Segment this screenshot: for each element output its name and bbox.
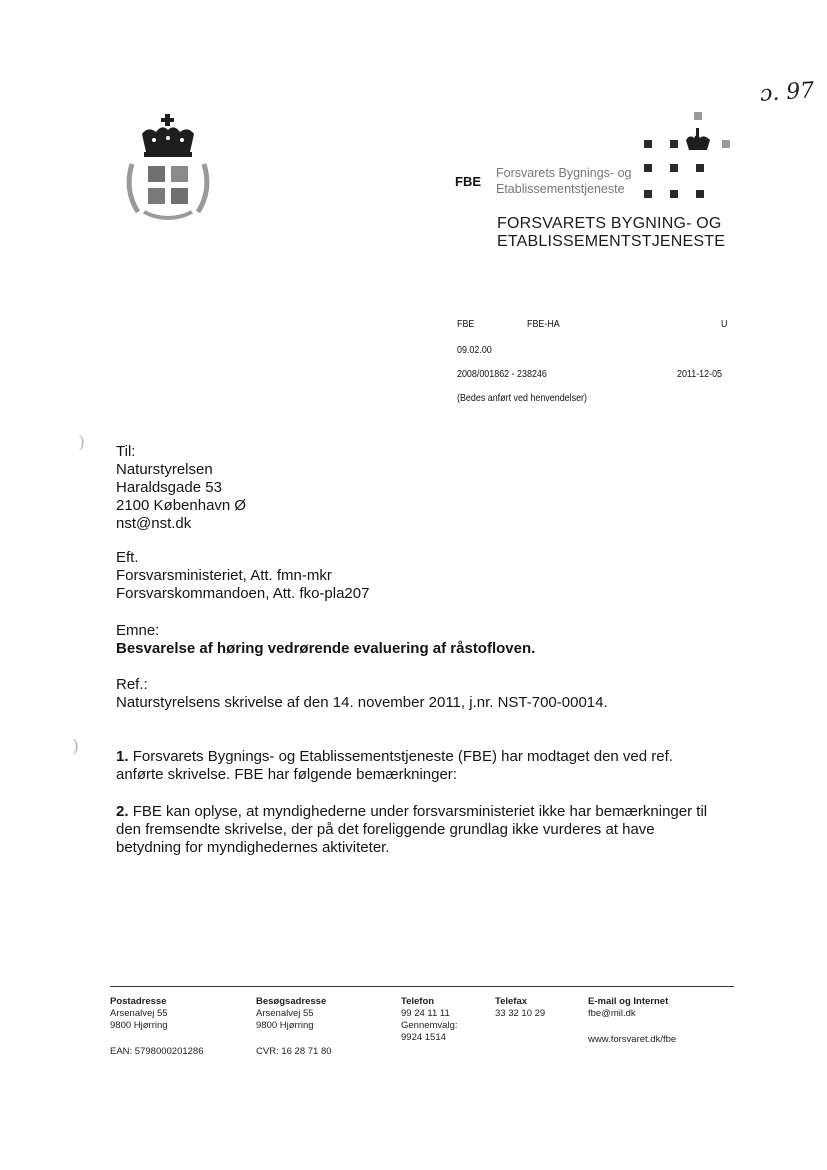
paragraph-1 xyxy=(116,748,673,784)
paragraph-line: betydning for myndighedernes aktiviteter. xyxy=(116,839,390,856)
sender-title xyxy=(497,215,725,251)
footer-label: Postadresse xyxy=(110,996,167,1007)
footer-label: Besøgsadresse xyxy=(256,996,327,1007)
subject-block xyxy=(116,622,535,658)
footer-line: 33 32 10 29 xyxy=(495,1008,546,1019)
ref-text: Naturstyrelsens skrivelse af den 14. november 2011, j.nr. NST-700-00014. xyxy=(116,694,608,711)
paragraph-2 xyxy=(116,803,707,857)
ref-sender: FBE xyxy=(457,318,475,330)
copy-line: Forsvarskommandoen, Att. fko-pla207 xyxy=(116,585,370,602)
footer-cvr: CVR: 16 28 71 80 xyxy=(256,1046,332,1057)
sender-full-name xyxy=(496,165,646,197)
recipient-email: nst@nst.dk xyxy=(116,515,192,532)
sender-title-line: ETABLISSEMENTSTJENESTE xyxy=(497,233,726,250)
footer-label: Telefax xyxy=(495,996,528,1007)
footer-web xyxy=(588,996,668,1020)
footer-postal-address xyxy=(110,996,168,1032)
footer-line: Gennemvalg: xyxy=(401,1020,458,1031)
footer-line: 9924 1514 xyxy=(401,1032,446,1043)
footer-website: www.forsvaret.dk/fbe xyxy=(588,1034,677,1045)
footer-label: E-mail og Internet xyxy=(588,996,669,1007)
ref-code: 09.02.00 xyxy=(457,344,492,356)
footer-line: 99 24 11 11 xyxy=(401,1008,450,1019)
paragraph-line: anførte skrivelse. FBE har følgende bemærkninger: xyxy=(116,766,457,783)
subject-label: Emne: xyxy=(116,622,160,639)
ref-journal-number: 2008/001862 - 238246 xyxy=(457,368,547,380)
footer-ean: EAN: 5798000201286 xyxy=(110,1046,204,1057)
paragraph-number: 1. xyxy=(116,748,129,765)
ref-date: 2011-12-05 xyxy=(677,368,722,380)
footer-divider xyxy=(110,986,734,987)
ref-block xyxy=(116,676,608,712)
footer-label: Telefon xyxy=(401,996,435,1007)
sender-abbreviation: FBE xyxy=(455,174,481,189)
ref-classification: U xyxy=(721,318,728,330)
recipient-line: Naturstyrelsen xyxy=(116,461,213,478)
footer-fax xyxy=(495,996,545,1020)
sender-title-line: FORSVARETS BYGNING- OG xyxy=(497,215,722,232)
margin-mark: ) xyxy=(72,736,80,757)
recipient-label: Til: xyxy=(116,443,136,460)
recipient-block xyxy=(116,443,246,533)
margin-mark: ) xyxy=(78,432,86,453)
paragraph-line: Forsvarets Bygnings- og Etablissementstjeneste (FBE) har modtaget den ved ref. xyxy=(132,748,673,765)
subject-text: Besvarelse af høring vedrørende evaluering af råstofloven. xyxy=(116,640,536,657)
copy-label: Eft. xyxy=(116,549,139,566)
crown-crest-icon xyxy=(118,112,218,232)
ref-label: Ref.: xyxy=(116,676,148,693)
copy-line: Forsvarsministeriet, Att. fmn-mkr xyxy=(116,567,332,584)
footer-visit-address xyxy=(256,996,326,1032)
crown-logo-icon xyxy=(640,108,740,208)
ref-department: FBE-HA xyxy=(527,318,560,330)
sender-name-line: Forsvarets Bygnings- og xyxy=(496,166,632,180)
footer-phone xyxy=(401,996,458,1044)
paragraph-number: 2. xyxy=(116,803,129,820)
recipient-line: Haraldsgade 53 xyxy=(116,479,222,496)
paragraph-line: FBE kan oplyse, at myndighederne under forsvarsministeriet ikke har bemærkninger til xyxy=(132,803,708,820)
footer-line: 9800 Hjørring xyxy=(110,1020,168,1031)
footer-email: fbe@mil.dk xyxy=(588,1008,636,1019)
sender-name-line: Etablissementstjeneste xyxy=(496,182,625,196)
copy-block xyxy=(116,549,369,603)
ref-note: (Bedes anført ved henvendelser) xyxy=(457,392,587,404)
page-number-mark: ɔ. 97 xyxy=(759,78,816,107)
footer-line: Arsenalvej 55 xyxy=(256,1008,314,1019)
footer-line: Arsenalvej 55 xyxy=(110,1008,168,1019)
footer-line: 9800 Hjørring xyxy=(256,1020,314,1031)
paragraph-line: den fremsendte skrivelse, der på det foreliggende grundlag ikke vurderes at have xyxy=(116,821,655,838)
recipient-line: 2100 København Ø xyxy=(116,497,247,514)
